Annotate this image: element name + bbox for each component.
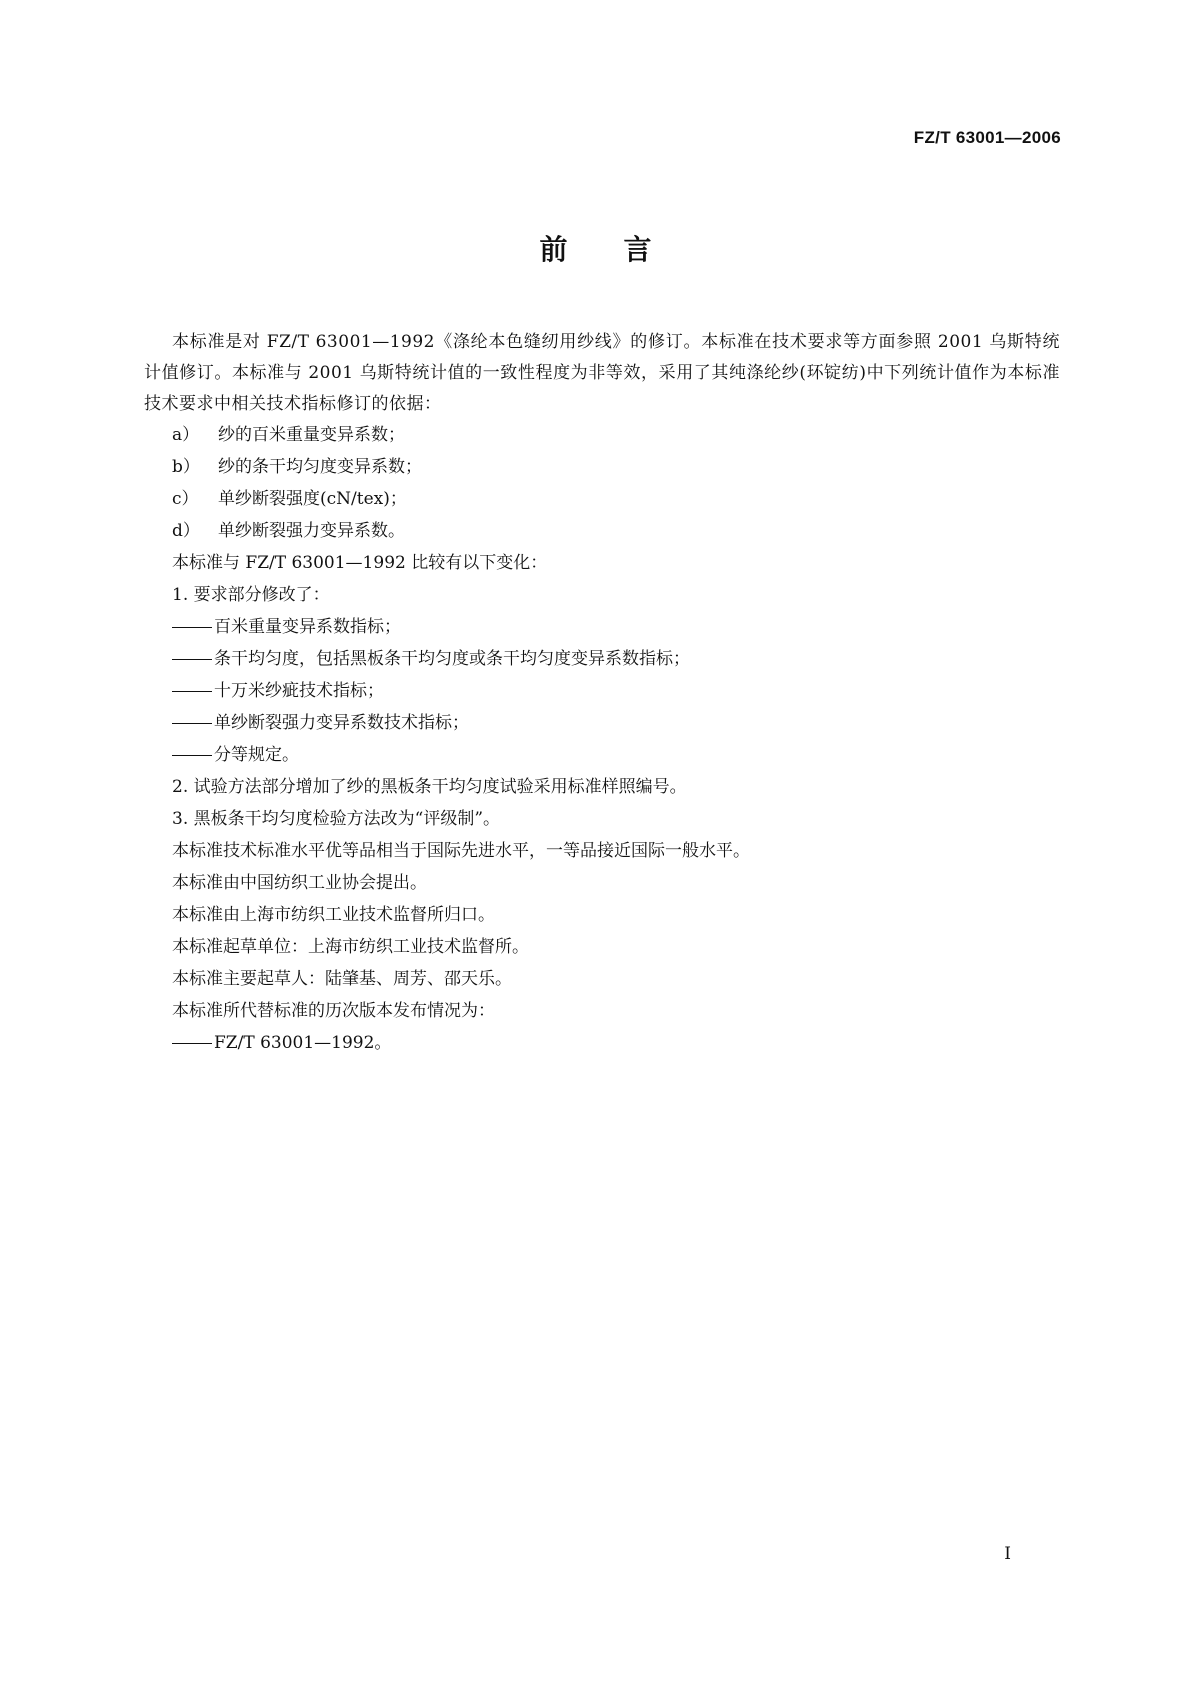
standard-number: FZ/T 63001—2006: [913, 128, 1061, 147]
dash-item-text: 分等规定。: [214, 745, 299, 765]
em-dash-mark: [172, 1043, 212, 1044]
page-title: 前言: [539, 233, 708, 266]
dash-item-text: 条干均匀度，包括黑板条干均匀度或条干均匀度变异系数指标；: [214, 649, 690, 669]
list-marker: d）: [172, 521, 200, 541]
previous-version-item: [172, 1028, 1060, 1060]
change-1-item: [172, 612, 1060, 644]
basis-item-a: [172, 420, 1060, 452]
change-1-item: [172, 708, 1060, 740]
dash-item-text: 单纱断裂强力变异系数技术指标；: [214, 713, 469, 733]
change-1-heading: 1. 要求部分修改了：: [172, 585, 330, 605]
change-1-item: [172, 644, 1060, 676]
statement-proposer: 本标准由中国纺织工业协会提出。: [172, 873, 427, 893]
foreword-body: [144, 327, 1060, 1060]
changes-intro: 本标准与 FZ/T 63001—1992 比较有以下变化：: [172, 553, 548, 573]
statement-previous-versions: 本标准所代替标准的历次版本发布情况为：: [172, 1001, 495, 1021]
list-item-text: 单纱断裂强度(cN/tex)；: [218, 489, 407, 509]
basis-item-b: [172, 452, 1060, 484]
intro-paragraph: 本标准是对 FZ/T 63001—1992《涤纶本色缝纫用纱线》的修订。本标准在技术要求等方面参照 2001 乌斯特统计值修订。本标准与 2001 乌斯特统计值的一致性程度为非等效，采用了其纯涤纶纱(环锭纺)中下列统计值作为本标准技术要求中相关技术指标修订的依据：: [144, 332, 1060, 414]
statement-drafting-unit: 本标准起草单位：上海市纺织工业技术监督所。: [172, 937, 529, 957]
list-item-text: 纱的条干均匀度变异系数；: [218, 457, 422, 477]
change-2: 2. 试验方法部分增加了纱的黑板条干均匀度试验采用标准样照编号。: [172, 777, 687, 797]
page-number: I: [1004, 1544, 1011, 1564]
list-marker: a）: [172, 425, 200, 445]
change-3: 3. 黑板条干均匀度检验方法改为“评级制”。: [172, 809, 501, 829]
list-marker: c）: [172, 489, 199, 509]
statement-drafters: 本标准主要起草人：陆肇基、周芳、邵天乐。: [172, 969, 512, 989]
em-dash-mark: [172, 659, 212, 660]
statement-technical-level: 本标准技术标准水平优等品相当于国际先进水平，一等品接近国际一般水平。: [172, 841, 750, 861]
dash-item-text: 十万米纱疵技术指标；: [214, 681, 384, 701]
em-dash-mark: [172, 755, 212, 756]
statement-administrator: 本标准由上海市纺织工业技术监督所归口。: [172, 905, 495, 925]
em-dash-mark: [172, 627, 212, 628]
em-dash-mark: [172, 691, 212, 692]
list-marker: b）: [172, 457, 200, 477]
basis-item-d: [172, 516, 1060, 548]
dash-item-text: 百米重量变异系数指标；: [214, 617, 401, 637]
change-1-item: [172, 676, 1060, 708]
list-item-text: 纱的百米重量变异系数；: [218, 425, 405, 445]
dash-item-text: FZ/T 63001—1992。: [214, 1033, 392, 1053]
em-dash-mark: [172, 723, 212, 724]
list-item-text: 单纱断裂强力变异系数。: [218, 521, 405, 541]
change-1-item: [172, 740, 1060, 772]
basis-item-c: [172, 484, 1060, 516]
